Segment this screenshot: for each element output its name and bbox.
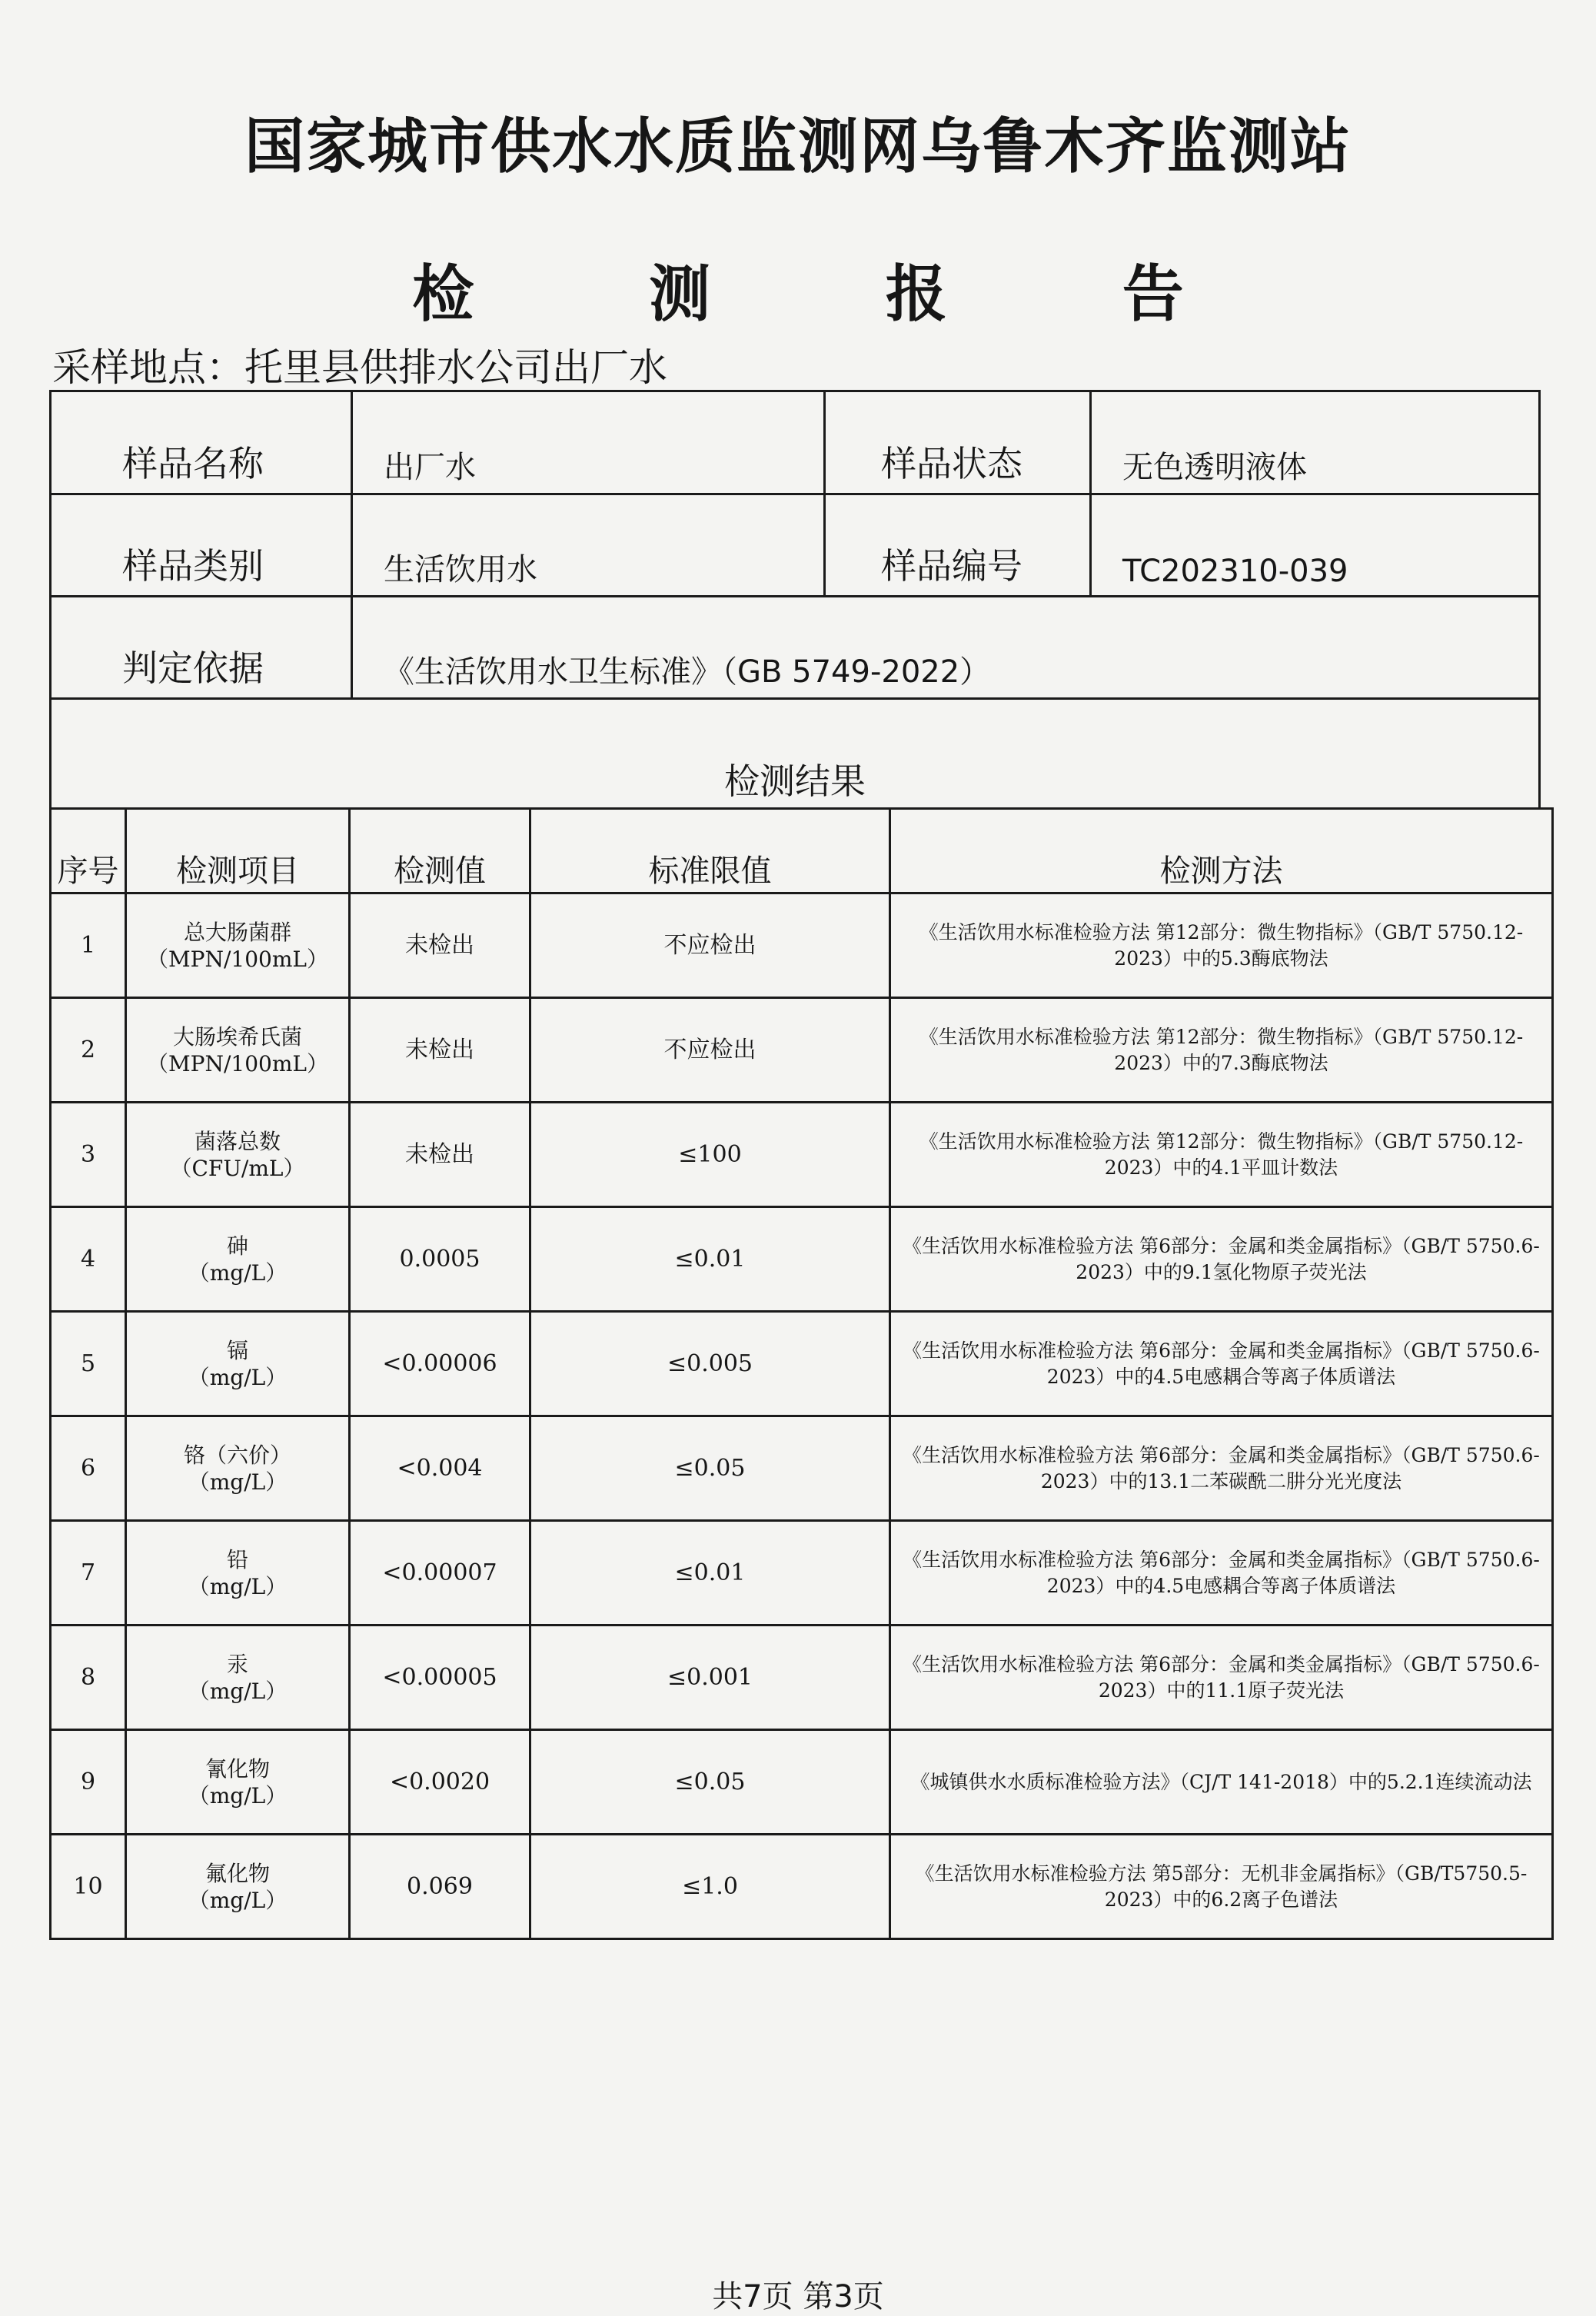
item-unit: （mg/L） <box>188 1364 288 1390</box>
sample-info-row <box>51 494 1540 597</box>
item-unit: （mg/L） <box>188 1887 288 1913</box>
table-row <box>51 893 1553 998</box>
sampling-location: 采样地点：托里县供排水公司出厂水 <box>52 345 667 390</box>
report-title: 检 测 报 告 <box>412 258 1261 330</box>
cell-value: <0.00007 <box>350 1521 530 1626</box>
table-row <box>51 1207 1553 1312</box>
item-name: 镉 <box>226 1337 248 1363</box>
table-row <box>51 1730 1553 1835</box>
item-name: 铅 <box>226 1546 248 1572</box>
cell-no: 8 <box>51 1626 126 1730</box>
cell-item <box>126 1835 350 1939</box>
item-name: 汞 <box>226 1651 248 1677</box>
cell-limit: ≤0.005 <box>530 1312 890 1416</box>
cell-item <box>126 1312 350 1416</box>
col-header-item: 检测项目 <box>126 809 350 893</box>
sample-number-value: TC202310-039 <box>1091 494 1540 597</box>
cell-item <box>126 1521 350 1626</box>
cell-no: 1 <box>51 893 126 998</box>
cell-limit: ≤0.05 <box>530 1730 890 1835</box>
sample-info-table <box>49 390 1541 810</box>
cell-item <box>126 1730 350 1835</box>
results-title-row <box>51 699 1540 809</box>
col-header-method: 检测方法 <box>890 809 1553 893</box>
results-table <box>49 807 1554 1940</box>
cell-value: 0.069 <box>350 1835 530 1939</box>
basis-label: 判定依据 <box>51 597 352 699</box>
cell-value: 未检出 <box>350 1103 530 1207</box>
results-section-title: 检测结果 <box>51 699 1540 809</box>
cell-item <box>126 893 350 998</box>
cell-limit: ≤100 <box>530 1103 890 1207</box>
cell-item <box>126 1207 350 1312</box>
table-row <box>51 1521 1553 1626</box>
cell-method: 《生活饮用水标准检验方法 第12部分：微生物指标》（GB/T 5750.12-2023）中的7.3酶底物法 <box>890 998 1553 1103</box>
cell-no: 6 <box>51 1416 126 1521</box>
cell-limit: ≤0.001 <box>530 1626 890 1730</box>
cell-value: 未检出 <box>350 893 530 998</box>
col-header-no: 序号 <box>51 809 126 893</box>
cell-limit: ≤0.05 <box>530 1416 890 1521</box>
item-name: 氰化物 <box>204 1755 270 1782</box>
cell-method: 《生活饮用水标准检验方法 第6部分：金属和类金属指标》（GB/T 5750.6-2023）中的4.5电感耦合等离子体质谱法 <box>890 1521 1553 1626</box>
item-unit: （mg/L） <box>188 1469 288 1495</box>
table-row <box>51 1103 1553 1207</box>
cell-no: 9 <box>51 1730 126 1835</box>
sample-state-value: 无色透明液体 <box>1091 391 1540 494</box>
col-header-limit: 标准限值 <box>530 809 890 893</box>
sample-info-row <box>51 597 1540 699</box>
cell-limit: ≤0.01 <box>530 1207 890 1312</box>
basis-value: 《生活饮用水卫生标准》（GB 5749-2022） <box>352 597 1540 699</box>
sample-info-row <box>51 391 1540 494</box>
cell-no: 3 <box>51 1103 126 1207</box>
item-name: 大肠埃希氏菌 <box>172 1023 302 1050</box>
sample-name-value: 出厂水 <box>352 391 825 494</box>
table-row <box>51 1835 1553 1939</box>
table-row <box>51 1416 1553 1521</box>
item-name: 氟化物 <box>204 1860 270 1886</box>
item-unit: （mg/L） <box>188 1573 288 1599</box>
item-unit: （MPN/100mL） <box>146 946 329 972</box>
cell-item <box>126 998 350 1103</box>
sample-category-label: 样品类别 <box>51 494 352 597</box>
cell-no: 2 <box>51 998 126 1103</box>
item-name: 铬（六价） <box>183 1442 291 1468</box>
cell-item <box>126 1626 350 1730</box>
item-name: 菌落总数 <box>194 1128 281 1154</box>
item-unit: （MPN/100mL） <box>146 1050 329 1076</box>
organization-title: 国家城市供水水质监测网乌鲁木齐监测站 <box>244 112 1352 181</box>
item-name: 总大肠菌群 <box>183 919 291 945</box>
cell-method: 《生活饮用水标准检验方法 第6部分：金属和类金属指标》（GB/T 5750.6-2023）中的4.5电感耦合等离子体质谱法 <box>890 1312 1553 1416</box>
cell-method: 《生活饮用水标准检验方法 第6部分：金属和类金属指标》（GB/T 5750.6-2023）中的13.1二苯碳酰二肼分光光度法 <box>890 1416 1553 1521</box>
sample-category-value: 生活饮用水 <box>352 494 825 597</box>
table-row <box>51 1312 1553 1416</box>
cell-method: 《生活饮用水标准检验方法 第5部分：无机非金属指标》（GB/T5750.5-2023）中的6.2离子色谱法 <box>890 1835 1553 1939</box>
item-unit: （mg/L） <box>188 1259 288 1286</box>
cell-value: <0.004 <box>350 1416 530 1521</box>
cell-limit: ≤0.01 <box>530 1521 890 1626</box>
cell-item <box>126 1416 350 1521</box>
cell-value: 0.0005 <box>350 1207 530 1312</box>
page-indicator: 共7页 第3页 <box>712 2279 884 2314</box>
cell-no: 4 <box>51 1207 126 1312</box>
cell-method: 《城镇供水水质标准检验方法》（CJ/T 141-2018）中的5.2.1连续流动法 <box>890 1730 1553 1835</box>
cell-value: <0.0020 <box>350 1730 530 1835</box>
cell-method: 《生活饮用水标准检验方法 第12部分：微生物指标》（GB/T 5750.12-2023）中的5.3酶底物法 <box>890 893 1553 998</box>
cell-method: 《生活饮用水标准检验方法 第6部分：金属和类金属指标》（GB/T 5750.6-2023）中的11.1原子荧光法 <box>890 1626 1553 1730</box>
item-unit: （mg/L） <box>188 1678 288 1704</box>
cell-value: <0.00006 <box>350 1312 530 1416</box>
cell-method: 《生活饮用水标准检验方法 第12部分：微生物指标》（GB/T 5750.12-2023）中的4.1平皿计数法 <box>890 1103 1553 1207</box>
cell-value: 未检出 <box>350 998 530 1103</box>
sample-name-label: 样品名称 <box>51 391 352 494</box>
table-row <box>51 1626 1553 1730</box>
cell-limit: 不应检出 <box>530 893 890 998</box>
results-header-row <box>51 809 1553 893</box>
cell-limit: ≤1.0 <box>530 1835 890 1939</box>
sample-number-label: 样品编号 <box>825 494 1091 597</box>
results-body <box>51 893 1553 1939</box>
cell-item <box>126 1103 350 1207</box>
cell-method: 《生活饮用水标准检验方法 第6部分：金属和类金属指标》（GB/T 5750.6-2023）中的9.1氢化物原子荧光法 <box>890 1207 1553 1312</box>
cell-no: 7 <box>51 1521 126 1626</box>
item-unit: （CFU/mL） <box>170 1155 305 1181</box>
cell-limit: 不应检出 <box>530 998 890 1103</box>
table-row <box>51 998 1553 1103</box>
sample-state-label: 样品状态 <box>825 391 1091 494</box>
cell-value: <0.00005 <box>350 1626 530 1730</box>
cell-no: 5 <box>51 1312 126 1416</box>
item-name: 砷 <box>226 1233 248 1259</box>
item-unit: （mg/L） <box>188 1782 288 1809</box>
col-header-value: 检测值 <box>350 809 530 893</box>
cell-no: 10 <box>51 1835 126 1939</box>
